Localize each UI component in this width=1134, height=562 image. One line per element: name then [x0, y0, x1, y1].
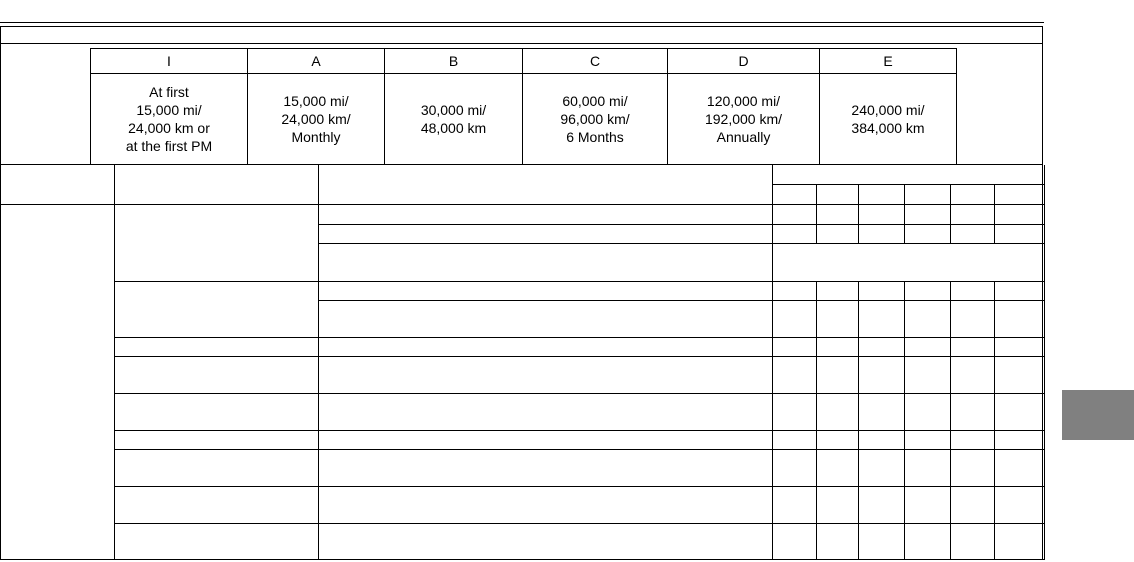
- maintenance-schedule-grid: [0, 165, 1045, 560]
- item-cell: [318, 243, 772, 281]
- legend-interval: [820, 74, 957, 165]
- interval-line: 15,000 mi/: [283, 93, 349, 109]
- mark-cell: [858, 300, 904, 337]
- mark-cell: [816, 204, 858, 224]
- item-cell: [318, 356, 772, 393]
- mark-cell: [950, 430, 994, 449]
- table-row: [0, 486, 1044, 523]
- component-cell: [114, 430, 318, 449]
- interval-line: 96,000 km/: [560, 111, 630, 127]
- mark-cell: [772, 300, 816, 337]
- interval-line: Annually: [716, 129, 771, 145]
- mark-cell: [816, 281, 858, 300]
- mark-cell: [772, 449, 816, 486]
- mark-cell: [904, 356, 950, 393]
- item-cell: [318, 281, 772, 300]
- legend-interval: [523, 74, 668, 165]
- mark-cell: [994, 523, 1044, 559]
- page-top-rule: [0, 22, 1044, 23]
- legend-code: D: [668, 49, 820, 74]
- mark-cell: [994, 224, 1044, 243]
- table-row: [0, 523, 1044, 559]
- interval-legend-table: [90, 48, 957, 165]
- mark-cell: [772, 430, 816, 449]
- mark-cell: [994, 281, 1044, 300]
- mark-cell: [816, 523, 858, 559]
- table-row: [0, 337, 1044, 356]
- mark-cell: [950, 523, 994, 559]
- mark-cell: [772, 356, 816, 393]
- mark-cell: [950, 486, 994, 523]
- interval-line: 192,000 km/: [704, 111, 783, 127]
- table-row: [0, 281, 1044, 300]
- legend-code: B: [385, 49, 523, 74]
- mark-cell: [772, 523, 816, 559]
- mark-cell: [772, 281, 816, 300]
- section-tab-marker: [1062, 390, 1134, 440]
- title-band: [0, 26, 1043, 44]
- mark-cell: [904, 337, 950, 356]
- legend-code: A: [248, 49, 385, 74]
- interval-line: 30,000 mi/: [420, 102, 487, 118]
- mark-cell: [858, 523, 904, 559]
- mark-cell: [858, 224, 904, 243]
- header-cell: [0, 165, 114, 204]
- mark-cell: [904, 393, 950, 430]
- legend-code: E: [820, 49, 957, 74]
- mark-cell: [816, 300, 858, 337]
- mark-cell: [904, 449, 950, 486]
- mark-cell: [772, 393, 816, 430]
- mark-cell: [816, 224, 858, 243]
- mark-cell: [950, 449, 994, 486]
- interval-line: Monthly: [291, 129, 341, 145]
- component-cell: [114, 523, 318, 559]
- interval-line: 15,000 mi/: [136, 102, 202, 118]
- mark-cell: [994, 300, 1044, 337]
- item-cell: [318, 337, 772, 356]
- mark-cell: [858, 449, 904, 486]
- component-cell: [114, 356, 318, 393]
- mark-cell: [816, 449, 858, 486]
- interval-line: At first: [149, 84, 189, 100]
- mark-cell: [816, 356, 858, 393]
- mark-cell: [858, 204, 904, 224]
- legend-code: I: [91, 49, 248, 74]
- legend-code: C: [523, 49, 668, 74]
- mark-cell: [816, 393, 858, 430]
- mark-cell: [950, 204, 994, 224]
- legend-interval: [668, 74, 820, 165]
- item-cell: [318, 523, 772, 559]
- interval-line: 24,000 km or: [128, 120, 210, 136]
- mark-cell: [904, 300, 950, 337]
- interval-col-header: [904, 184, 950, 204]
- mark-cell: [950, 356, 994, 393]
- interval-col-header: [858, 184, 904, 204]
- item-cell: [318, 393, 772, 430]
- interval-col-header: [994, 184, 1044, 204]
- mark-cell: [994, 393, 1044, 430]
- component-cell: [114, 449, 318, 486]
- interval-line: 24,000 km/: [281, 111, 351, 127]
- mark-cell: [904, 204, 950, 224]
- mark-cell: [994, 337, 1044, 356]
- mark-cell: [904, 523, 950, 559]
- component-cell: [114, 337, 318, 356]
- mark-cell: [772, 224, 816, 243]
- interval-line: 240,000 mi/: [851, 102, 925, 118]
- mark-cell: [816, 430, 858, 449]
- item-cell: [318, 430, 772, 449]
- item-cell: [318, 224, 772, 243]
- mark-cell: [772, 204, 816, 224]
- header-cell: [318, 165, 772, 204]
- item-cell: [318, 449, 772, 486]
- interval-line: 120,000 mi/: [706, 93, 781, 109]
- mark-cell: [772, 337, 816, 356]
- mark-cell: [904, 224, 950, 243]
- mark-cell: [994, 356, 1044, 393]
- mark-cell: [816, 486, 858, 523]
- mark-cell: [904, 430, 950, 449]
- mark-cell: [994, 204, 1044, 224]
- table-row: [0, 393, 1044, 430]
- mark-cell: [858, 337, 904, 356]
- component-cell: [114, 204, 318, 281]
- component-cell: [114, 486, 318, 523]
- table-row: [0, 430, 1044, 449]
- legend-interval: [248, 74, 385, 165]
- table-row: [0, 204, 1044, 224]
- mark-cell: [994, 449, 1044, 486]
- interval-line: 6 Months: [566, 129, 624, 145]
- interval-line: 60,000 mi/: [562, 93, 628, 109]
- mark-cell: [904, 281, 950, 300]
- mark-cell: [950, 393, 994, 430]
- interval-line: 384,000 km: [851, 120, 925, 136]
- mark-cell: [858, 430, 904, 449]
- mark-cell: [858, 393, 904, 430]
- header-cell: [114, 165, 318, 204]
- table-row: [0, 356, 1044, 393]
- mark-cell: [950, 300, 994, 337]
- mark-cell: [858, 486, 904, 523]
- mark-cell: [994, 430, 1044, 449]
- mark-cell: [858, 356, 904, 393]
- interval-col-header: [772, 184, 816, 204]
- component-cell: [114, 281, 318, 337]
- component-cell: [114, 393, 318, 430]
- interval-col-header: [950, 184, 994, 204]
- table-row: [0, 449, 1044, 486]
- mark-span-cell: [772, 243, 1044, 281]
- mark-cell: [816, 337, 858, 356]
- mark-cell: [950, 337, 994, 356]
- interval-line: 48,000 km: [420, 120, 487, 136]
- item-cell: [318, 204, 772, 224]
- interval-col-header: [816, 184, 858, 204]
- interval-group-header: [772, 165, 1044, 184]
- mark-cell: [858, 281, 904, 300]
- mark-cell: [772, 486, 816, 523]
- interval-line: at the first PM: [125, 138, 213, 154]
- mark-cell: [950, 281, 994, 300]
- table-row: [0, 165, 1044, 184]
- mark-cell: [904, 486, 950, 523]
- legend-interval: [385, 74, 523, 165]
- system-cell: [0, 204, 114, 559]
- mark-cell: [994, 486, 1044, 523]
- item-cell: [318, 486, 772, 523]
- mark-cell: [950, 224, 994, 243]
- legend-interval: [91, 74, 248, 165]
- item-cell: [318, 300, 772, 337]
